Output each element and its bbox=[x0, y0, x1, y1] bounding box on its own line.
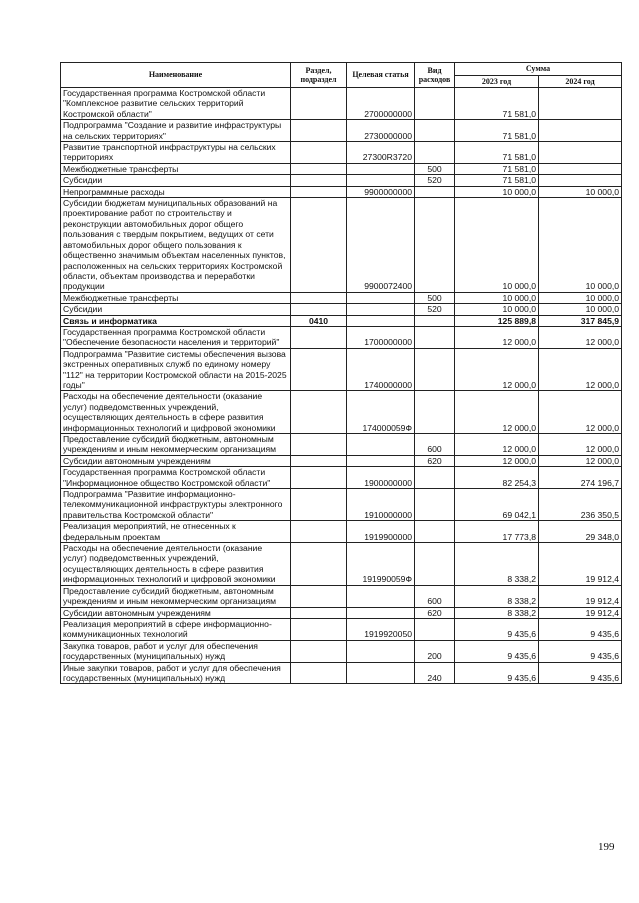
row-section bbox=[291, 662, 347, 684]
row-sum-2024 bbox=[539, 142, 622, 164]
row-sum-2024: 317 845,9 bbox=[539, 315, 622, 326]
row-expense-type bbox=[415, 391, 455, 434]
row-sum-2023: 71 581,0 bbox=[455, 88, 539, 120]
table-row bbox=[61, 88, 622, 120]
row-sum-2023: 9 435,6 bbox=[455, 640, 539, 662]
row-section bbox=[291, 326, 347, 348]
row-expense-type: 240 bbox=[415, 662, 455, 684]
row-name: Расходы на обеспечение деятельности (оказание услуг) подведомственных учреждений, осуществляющих деятельность в сфере развития информационных технологий и цифровой экономики bbox=[61, 391, 291, 434]
row-sum-2024: 12 000,0 bbox=[539, 455, 622, 466]
row-target-code: 1740000000 bbox=[347, 348, 415, 391]
row-expense-type bbox=[415, 521, 455, 543]
row-expense-type: 620 bbox=[415, 455, 455, 466]
table-row bbox=[61, 163, 622, 174]
row-expense-type bbox=[415, 618, 455, 640]
table-row bbox=[61, 175, 622, 186]
row-sum-2023: 71 581,0 bbox=[455, 175, 539, 186]
row-sum-2023: 10 000,0 bbox=[455, 304, 539, 315]
row-sum-2023: 125 889,8 bbox=[455, 315, 539, 326]
row-sum-2024: 19 912,4 bbox=[539, 585, 622, 607]
row-name: Закупка товаров, работ и услуг для обеспечения государственных (муниципальных) нужд bbox=[61, 640, 291, 662]
table-row bbox=[61, 618, 622, 640]
header-target: Целевая статья bbox=[347, 63, 415, 88]
row-name: Субсидии bbox=[61, 304, 291, 315]
table-row bbox=[61, 640, 622, 662]
row-sum-2023: 8 338,2 bbox=[455, 607, 539, 618]
row-expense-type bbox=[415, 326, 455, 348]
row-sum-2023: 82 254,3 bbox=[455, 467, 539, 489]
row-section bbox=[291, 455, 347, 466]
table-row bbox=[61, 120, 622, 142]
row-target-code bbox=[347, 163, 415, 174]
row-section bbox=[291, 163, 347, 174]
row-expense-type bbox=[415, 120, 455, 142]
row-expense-type bbox=[415, 467, 455, 489]
row-section: 0410 bbox=[291, 315, 347, 326]
row-name: Расходы на обеспечение деятельности (оказание услуг) подведомственных учреждений, осуществляющих деятельность в сфере развития информационных технологий и цифровой экономики bbox=[61, 543, 291, 586]
row-target-code: 1900000000 bbox=[347, 467, 415, 489]
row-name: Подпрограмма "Развитие системы обеспечения вызова экстренных оперативных служб по единому номеру "112" на территории Костромской области на 2015-2025 годы" bbox=[61, 348, 291, 391]
row-name: Подпрограмма "Развитие информационно-телекоммуникационной инфраструктуры электронного правительства Костромской области" bbox=[61, 489, 291, 521]
row-name: Реализация мероприятий в сфере информационно-коммуникационных технологий bbox=[61, 618, 291, 640]
row-name: Субсидии бюджетам муниципальных образований на проектирование работ по строительству и реконструкции автомобильных дорог общего пользования с твердым покрытием, ведущих от сети автомобильных дорог общего пользования к общественно значимым объектам населенных пунктов, расположенных на сельских территориях Костромской области, объектам производства и переработки продукции bbox=[61, 198, 291, 293]
row-target-code: 27300R3720 bbox=[347, 142, 415, 164]
row-target-code: 2700000000 bbox=[347, 88, 415, 120]
row-target-code: 1919920050 bbox=[347, 618, 415, 640]
row-expense-type: 520 bbox=[415, 175, 455, 186]
row-expense-type: 500 bbox=[415, 292, 455, 303]
row-expense-type bbox=[415, 348, 455, 391]
row-sum-2024: 19 912,4 bbox=[539, 607, 622, 618]
row-sum-2024: 12 000,0 bbox=[539, 434, 622, 456]
row-name: Предоставление субсидий бюджетным, автономным учреждениям и иным некоммерческим организациям bbox=[61, 434, 291, 456]
page-number: 199 bbox=[598, 841, 615, 853]
row-sum-2023: 10 000,0 bbox=[455, 292, 539, 303]
row-target-code: 1700000000 bbox=[347, 326, 415, 348]
row-target-code bbox=[347, 175, 415, 186]
table-row bbox=[61, 292, 622, 303]
table-row bbox=[61, 585, 622, 607]
table-row bbox=[61, 489, 622, 521]
header-name: Наименование bbox=[61, 63, 291, 88]
header-sum: Сумма bbox=[455, 63, 622, 76]
row-name: Субсидии автономным учреждениям bbox=[61, 455, 291, 466]
row-section bbox=[291, 304, 347, 315]
table-row bbox=[61, 607, 622, 618]
table-row bbox=[61, 186, 622, 197]
row-name: Субсидии автономным учреждениям bbox=[61, 607, 291, 618]
row-sum-2023: 9 435,6 bbox=[455, 618, 539, 640]
row-section bbox=[291, 175, 347, 186]
row-expense-type bbox=[415, 142, 455, 164]
row-section bbox=[291, 391, 347, 434]
row-name: Межбюджетные трансферты bbox=[61, 292, 291, 303]
row-target-code bbox=[347, 434, 415, 456]
row-name: Государственная программа Костромской области "Информационное общество Костромской области" bbox=[61, 467, 291, 489]
table-row bbox=[61, 198, 622, 293]
row-sum-2024: 10 000,0 bbox=[539, 198, 622, 293]
row-section bbox=[291, 543, 347, 586]
table-row bbox=[61, 521, 622, 543]
row-sum-2024: 29 348,0 bbox=[539, 521, 622, 543]
row-sum-2023: 8 338,2 bbox=[455, 543, 539, 586]
row-expense-type: 600 bbox=[415, 585, 455, 607]
row-target-code: 1910000000 bbox=[347, 489, 415, 521]
row-expense-type: 520 bbox=[415, 304, 455, 315]
row-section bbox=[291, 640, 347, 662]
row-target-code bbox=[347, 640, 415, 662]
row-sum-2023: 12 000,0 bbox=[455, 348, 539, 391]
header-type: Вид расходов bbox=[415, 63, 455, 88]
row-section bbox=[291, 88, 347, 120]
table-row bbox=[61, 391, 622, 434]
row-sum-2024: 10 000,0 bbox=[539, 292, 622, 303]
row-section bbox=[291, 467, 347, 489]
row-sum-2024 bbox=[539, 163, 622, 174]
row-target-code bbox=[347, 315, 415, 326]
row-sum-2024 bbox=[539, 175, 622, 186]
row-sum-2023: 71 581,0 bbox=[455, 142, 539, 164]
table-row bbox=[61, 348, 622, 391]
row-expense-type: 600 bbox=[415, 434, 455, 456]
row-target-code bbox=[347, 304, 415, 315]
row-expense-type bbox=[415, 543, 455, 586]
row-name: Субсидии bbox=[61, 175, 291, 186]
row-sum-2024: 12 000,0 bbox=[539, 326, 622, 348]
table-row bbox=[61, 304, 622, 315]
row-sum-2024: 19 912,4 bbox=[539, 543, 622, 586]
row-section bbox=[291, 120, 347, 142]
row-expense-type: 620 bbox=[415, 607, 455, 618]
row-sum-2024: 12 000,0 bbox=[539, 391, 622, 434]
table-row bbox=[61, 315, 622, 326]
row-section bbox=[291, 142, 347, 164]
row-name: Связь и информатика bbox=[61, 315, 291, 326]
row-sum-2023: 12 000,0 bbox=[455, 326, 539, 348]
table-header bbox=[61, 63, 622, 88]
row-target-code bbox=[347, 607, 415, 618]
row-sum-2023: 10 000,0 bbox=[455, 198, 539, 293]
row-sum-2023: 8 338,2 bbox=[455, 585, 539, 607]
row-sum-2023: 10 000,0 bbox=[455, 186, 539, 197]
row-sum-2024: 12 000,0 bbox=[539, 348, 622, 391]
row-sum-2023: 69 042,1 bbox=[455, 489, 539, 521]
row-target-code bbox=[347, 292, 415, 303]
row-target-code bbox=[347, 585, 415, 607]
row-section bbox=[291, 489, 347, 521]
header-section: Раздел, подраздел bbox=[291, 63, 347, 88]
row-name: Государственная программа Костромской области "Обеспечение безопасности населения и территорий" bbox=[61, 326, 291, 348]
table-row bbox=[61, 142, 622, 164]
row-target-code bbox=[347, 662, 415, 684]
row-expense-type: 200 bbox=[415, 640, 455, 662]
row-section bbox=[291, 434, 347, 456]
row-sum-2024: 10 000,0 bbox=[539, 304, 622, 315]
table-row bbox=[61, 326, 622, 348]
row-expense-type bbox=[415, 198, 455, 293]
row-name: Государственная программа Костромской области "Комплексное развитие сельских территорий Костромской области" bbox=[61, 88, 291, 120]
row-sum-2024: 10 000,0 bbox=[539, 186, 622, 197]
row-section bbox=[291, 521, 347, 543]
row-sum-2023: 71 581,0 bbox=[455, 163, 539, 174]
row-section bbox=[291, 292, 347, 303]
row-section bbox=[291, 198, 347, 293]
table-row bbox=[61, 467, 622, 489]
header-2023: 2023 год bbox=[455, 75, 539, 88]
row-sum-2024: 274 196,7 bbox=[539, 467, 622, 489]
row-target-code bbox=[347, 455, 415, 466]
row-expense-type bbox=[415, 315, 455, 326]
row-section bbox=[291, 618, 347, 640]
row-expense-type bbox=[415, 489, 455, 521]
row-target-code: 9900072400 bbox=[347, 198, 415, 293]
row-sum-2023: 17 773,8 bbox=[455, 521, 539, 543]
row-sum-2024: 9 435,6 bbox=[539, 618, 622, 640]
header-2024: 2024 год bbox=[539, 75, 622, 88]
table-row bbox=[61, 662, 622, 684]
row-name: Иные закупки товаров, работ и услуг для обеспечения государственных (муниципальных) нужд bbox=[61, 662, 291, 684]
row-section bbox=[291, 585, 347, 607]
row-section bbox=[291, 348, 347, 391]
row-name: Непрограммные расходы bbox=[61, 186, 291, 197]
row-sum-2023: 9 435,6 bbox=[455, 662, 539, 684]
row-target-code: 2730000000 bbox=[347, 120, 415, 142]
row-expense-type bbox=[415, 88, 455, 120]
table-row bbox=[61, 455, 622, 466]
row-sum-2024: 9 435,6 bbox=[539, 662, 622, 684]
row-section bbox=[291, 607, 347, 618]
row-expense-type: 500 bbox=[415, 163, 455, 174]
row-target-code: 9900000000 bbox=[347, 186, 415, 197]
table-body bbox=[61, 88, 622, 684]
row-section bbox=[291, 186, 347, 197]
row-name: Предоставление субсидий бюджетным, автономным учреждениям и иным некоммерческим организациям bbox=[61, 585, 291, 607]
row-name: Межбюджетные трансферты bbox=[61, 163, 291, 174]
row-expense-type bbox=[415, 186, 455, 197]
row-sum-2023: 12 000,0 bbox=[455, 434, 539, 456]
row-sum-2023: 12 000,0 bbox=[455, 455, 539, 466]
row-target-code: 1919900000 bbox=[347, 521, 415, 543]
budget-table bbox=[60, 62, 622, 684]
row-target-code: 174000059Ф bbox=[347, 391, 415, 434]
row-target-code: 191990059Ф bbox=[347, 543, 415, 586]
table-row bbox=[61, 543, 622, 586]
row-sum-2024 bbox=[539, 120, 622, 142]
row-sum-2023: 12 000,0 bbox=[455, 391, 539, 434]
row-sum-2024: 9 435,6 bbox=[539, 640, 622, 662]
row-sum-2024 bbox=[539, 88, 622, 120]
row-name: Подпрограмма "Создание и развитие инфраструктуры на сельских территориях" bbox=[61, 120, 291, 142]
row-name: Развитие транспортной инфраструктуры на сельских территориях bbox=[61, 142, 291, 164]
table-row bbox=[61, 434, 622, 456]
row-sum-2024: 236 350,5 bbox=[539, 489, 622, 521]
row-name: Реализация мероприятий, не отнесенных к федеральным проектам bbox=[61, 521, 291, 543]
row-sum-2023: 71 581,0 bbox=[455, 120, 539, 142]
